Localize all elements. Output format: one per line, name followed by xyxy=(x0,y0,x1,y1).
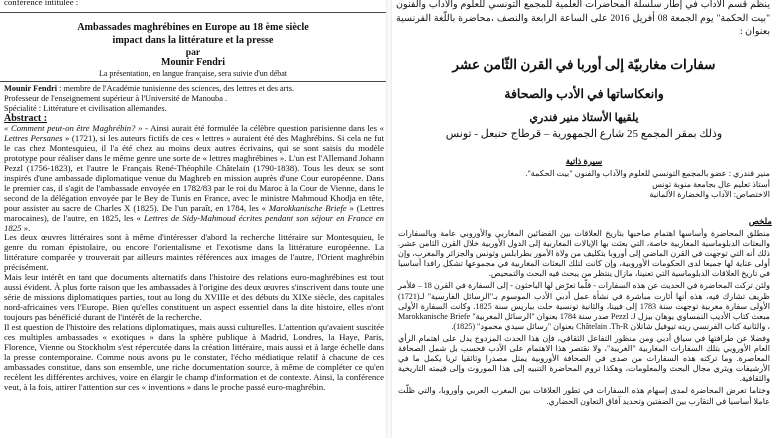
arabic-venue: وذلك بمقر المجمع 25 شارع الجمهورية – قرطاج حنبعل - تونس xyxy=(445,128,723,140)
arabic-cv-heading: سيرة ذاتية xyxy=(565,156,603,166)
arabic-summary-paragraph-4: وختاما تعرض المحاضرة لمدى إسهام هذه السفارات في تطور العلاقات بين المغرب العربي وأوروبا، والتي ظلّت عاملا أساسيا في التقارب بين الضفتين وتحديد آفاق التعاون الحضاري. xyxy=(398,386,770,406)
bio-name: Mounir Fendri xyxy=(4,84,58,93)
left-page-french xyxy=(0,0,386,438)
arabic-lecturer: يلقيها الأستاذ منير فندري xyxy=(529,112,639,124)
arabic-summary-paragraph-3: وفضلا عن طرافتها في سياق أدبي ومن منظور التفاعل الثقافي، فإن هذا الحدث المزدوج يدل على اهتمام الرأي العام الأوروبي بتلك السفارات المغاربية "الغريبة"، ولا نقتصر هذا الاهتمام على الأدب فحسب بل شمل الصحافة المعاصرة. وما تركته هذه السفارات من صدى في الصحافة الأوروبية يمثل مصدرا وثائقيا ثريا يكمل ما في الأرشيفات ويثري مجال البحث والمعلومات، وهكذا تروم المحاضرة التنبيه إلى هذا الموروث وإلى قيمته التاريخية والثقافية. xyxy=(398,333,770,384)
abstract-quote: « Comment peut-on être Maghrébin? » xyxy=(4,123,143,133)
arabic-cv xyxy=(400,169,770,201)
abstract-paragraph-3: Mais leur intérêt en tant que documents alternatifs dans l'histoire des relations euro-maghrébines est tout aussi évident. À plus forte raison que les ambassades à l'origine des deux œuvres s'inscrivent dans toute une série de missions diplomatiques parties, tout au long du XVIIIe et des débuts du XIXe siècle, des capitales nord-africaines vers l'Europe. Bien qu'elles constituent un aspect essentiel dans la dite histoire, elles n'ont toujours pas bénéficié durant de l'intérêt de la recherche. xyxy=(4,272,384,323)
abstract-paragraph-4: Il est question de l'histoire des relations diplomatiques, mais aussi culturelles. L'attention qu'avaient suscitée ces multiples ambassades « exotiques » dans la sphère publique à Madrid, Londres, la Haye, Paris, Florence, Vienne ou Stockholm s'est répercutée dans la création littéraire, mais aussi et à large échelle dans la presse contemporaine. Comme nous avons pu le constater, l'écho médiatique relatif à chacune de ces ambassades constitue, dans son ensemble, une riche documentation source, à même de compléter ce qu'en recèlent les différentes archives, voire en élargir le champ d'information et de contexte. Ainsi, la conférence veut, à la fois, attirer l'attention sur ces « inventions » dans le proche passé euro-maghrébin. xyxy=(4,322,384,392)
abstract-body xyxy=(4,124,384,393)
arabic-summary-body xyxy=(398,229,770,409)
title-par: par xyxy=(185,47,201,58)
arabic-summary-paragraph-2: ولئن تركت المحاضرة في الحديث عن هذه السفارات - قلّما تعرّض لها الباحثون - إلى السفارة في القرن 18 – فلأمر ظريف تشارك فيه، هذه أنها أثارت مباشرة في نشأة عمل أدبي الأدب الموسوم بـ"الرسائل الفارسية" لـ(1721) الأولى سفارة مغربية توجهت سنة 1783 إلى فيينا، والثانية تونسية حلت بباريس سنة 1825. وكانت السفارة الأولى مبعث كتاب الأديب النمساوي يوهان بيزل Pezzl .J صدر سنة 1784 بعنوان "الرسائل المغربية" Marokkanische Briefe ، والثانية كتاب الفرنسي رينه تيوفيل شاتلان Châtelain .Th-R بعنوان "رسائل سيدي محمود" (1825). xyxy=(398,281,770,331)
bio-line-2: Professeur de l'enseignement supérieur à l'Université de Manouba . xyxy=(4,94,228,103)
conference-title-line1: Ambassades maghrébines en Europe au 18 ème siècle xyxy=(77,22,309,33)
abstract-heading: Abstract : xyxy=(4,113,48,124)
divider-middle xyxy=(0,81,386,82)
arabic-summary-paragraph-1: منطلق المحاضرة وأساسها اهتمام صاحبها بتاريخ العلاقات بين الفضائين المغاربي والأوروبي عامة وبالسفارات والبعثات الدبلوماسية المغاربية خاصة، التي بعثت بها الإيالات المغاربية إلى الدول الأوربية خلال القرن الثامن عشر. ذلك أنه التي توجهت في القرن الماضي إلى أوروبا بتكليف من ولاة الأمور بطرابلس وتونس والجزائر والمغرب، وإن أولى عناية لها جميعا لدى الحكومات الأوروبية، وإن كانت لتلك البعثات المغاربية في مجموعها تشكل رافدا أساسيا في تاريخ العلاقات الدبلوماسية التي تعنينا، مازال ينتظر من يبحث فيه البحث والتمحيص. xyxy=(398,229,770,279)
author-name: Mounir Fendri xyxy=(161,57,225,68)
arabic-title-line2: وانعكاساتها في الأدب والصحافة xyxy=(504,87,664,101)
abstract-text: » (1721), si les auteurs fictifs de ces « lettres » auraient été des Maghrébins. Si cela ne fut le cas chez Montesquieu, il l'a été chez au moins deux autres écrivains, qui se sont saisis du modèle prototype pour réaliser dans le même genre une sorte de « lettres maghrébines ». L'un est l'Allemand Johann Pezzl (1756-1823), et l'autre le Français René-Théophile Châtelain (1790-1838). Tous les deux se sont inspirés d'une ambassade diplomatique venue du Maghreb en mission auprès d'une Cour européenne. Dans le premier cas, il s'agit de l'ambassade envoyée en 1782/83 par le roi du Maroc à la Cour de Vienne, dans le second de la délégation envoyée par le Bey de Tunis en France, avec le ministre Mahmoud Khodja en tête, pour assister au sacre de Charles X (1825). De l'un paraît, en 1784, les « xyxy=(4,132,384,213)
arabic-intro: ينظّم قسم الآداب في إطار سلسلة المحاضرات العلمية للمجمع التونسي للعلوم والآداب والفنون "بيت الحكمة" يوم الجمعة 08 أفريل 2016 على الساعة الرابعة والنصف ،محاضرة باللّغة الفرنسية بعنوان : xyxy=(396,0,770,37)
arabic-title-line1: سفارات مغاربيّة إلى أوربا في القرن الثّامن عشر xyxy=(452,57,716,72)
bio-line-1 xyxy=(4,84,384,93)
abstract-text: » (Lettres marocaines), de l'autre, en 1825, les « xyxy=(4,202,384,223)
arabic-cv-line2: أستاذ تعليم عال بجامعة منوبة تونس xyxy=(652,179,770,189)
intro-text: conférence intitulée : xyxy=(4,0,79,7)
arabic-cv-line1: منير فندري : عضو بالمجمع التونسي للعلوم والآداب والفنون "بيت الحكمة". xyxy=(525,169,770,178)
bio-line1-text: : membre de l'Académie tunisienne des sciences, des lettres et des arts. xyxy=(57,84,295,93)
right-page-arabic xyxy=(392,0,776,438)
abstract-text: - Ainsi aurait été formulée la célèbre question parisienne dans les « xyxy=(142,123,384,133)
conference-title-line2: impact dans la littérature et la presse xyxy=(112,35,274,46)
abstract-paragraph-1 xyxy=(4,124,384,233)
work-title: Lettres Persanes xyxy=(4,132,63,143)
arabic-cv-line3: الاختصاص: الآداب والحضارة الألمانية xyxy=(649,190,770,199)
work-title: Marokkanische Briefe xyxy=(268,202,347,213)
subtitle: La présentation, en langue française, sera suivie d'un débat xyxy=(98,69,288,78)
divider-top xyxy=(0,12,386,13)
abstract-paragraph-2: Les deux œuvres littéraires sont à même d'intéresser d'abord la recherche littéraire sur Montesquieu, le genre du roman épistolaire, ou encore l'orientalisme et l'exotisme dans la littérature européenne. La littérature comparée y trouverait par ailleurs maintes références aux images de l'autre, l'Orient maghrébin précisément. xyxy=(4,232,384,273)
bio-line-3: Spécialité : Littérature et civilisation allemandes. xyxy=(4,103,167,113)
abstract-text: ». xyxy=(21,222,31,233)
work-title: Lettres de Sidy-Mahmoud écrites pendant son séjour en France en 1825 xyxy=(4,212,384,233)
arabic-summary-heading: ملخص xyxy=(748,216,772,226)
